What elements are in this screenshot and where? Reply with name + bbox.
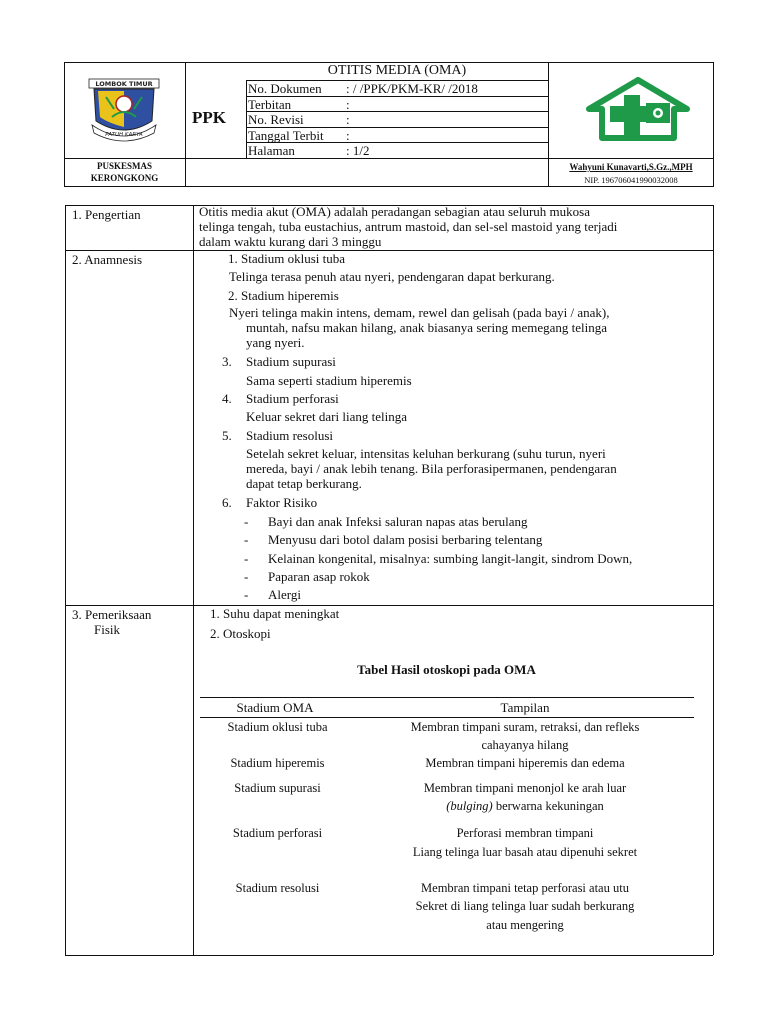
puskesmas-name-line2: KERONGKONG <box>90 173 159 183</box>
table-display-line: Sekret di liang telinga luar sudah berkurang <box>415 899 635 913</box>
table-stage: Stadium oklusi tuba <box>227 720 328 734</box>
puskesmas-logo <box>586 77 690 146</box>
anamnesis-line: Telinga terasa penuh atau nyeri, pendengaran dapat berkurang. <box>229 269 555 284</box>
risk-dash: - <box>244 514 249 529</box>
anamnesis-number: 3. <box>222 354 232 369</box>
signatory-name: Wahyuni Kunavarti,S.Gz.,MPH <box>569 162 693 172</box>
table-display-line-bulging <box>355 799 695 814</box>
risk-factor-item: Kelainan kongenital, misalnya: sumbing langit-langit, sindrom Down, <box>268 551 633 566</box>
signatory-nip: NIP. 196706041990032008 <box>584 175 678 185</box>
table-stage: Stadium hiperemis <box>230 756 325 770</box>
bulging-term: (bulging) <box>446 799 493 813</box>
section-label-anamnesis: 2. Anamnesis <box>72 252 143 267</box>
anamnesis-number: 6. <box>222 495 232 510</box>
header-row-value: : <box>346 112 350 127</box>
anamnesis-line: muntah, nafsu makan hilang, anak biasanya sering memegang telinga <box>246 320 607 335</box>
risk-factor-item: Menyusu dari botol dalam posisi berbaring telentang <box>268 532 543 547</box>
header-row-value: : <box>346 97 350 112</box>
anamnesis-line: Keluar sekret dari liang telinga <box>246 409 407 424</box>
section-label-fisik: Fisik <box>94 622 121 637</box>
risk-dash: - <box>244 587 249 602</box>
header-row-label: No. Revisi <box>248 112 304 127</box>
header-row-value: : 1/2 <box>346 143 370 158</box>
bulging-rest: berwarna kekuningan <box>495 799 604 813</box>
risk-dash: - <box>244 532 249 547</box>
anamnesis-line: 2. Stadium hiperemis <box>228 288 339 303</box>
anamnesis-line: 1. Stadium oklusi tuba <box>228 251 345 266</box>
anamnesis-line: dapat tetap berkurang. <box>246 476 362 491</box>
anamnesis-line: mereda, bayi / anak lebih tenang. Bila perforasipermanen, pendengaran <box>246 461 617 476</box>
risk-dash: - <box>244 569 249 584</box>
regency-logo <box>84 77 164 150</box>
pemeriksaan-item: 2. Otoskopi <box>210 626 271 641</box>
header-row-label: No. Dokumen <box>248 81 322 96</box>
table-display-line: atau mengering <box>486 918 564 932</box>
section-label-pemeriksaan: 3. Pemeriksaan <box>72 607 152 622</box>
risk-dash: - <box>244 551 249 566</box>
anamnesis-line: Setelah sekret keluar, intensitas keluhan berkurang (suhu turun, nyeri <box>246 446 606 461</box>
table-display-line: Membran timpani tetap perforasi atau utu <box>421 881 629 895</box>
table-display-line: Perforasi membran timpani <box>456 826 594 840</box>
header-row-value: : <box>346 128 350 143</box>
header-row-label: Terbitan <box>248 97 292 112</box>
risk-factor-item: Bayi dan anak Infeksi saluran napas atas berulang <box>268 514 528 529</box>
table-display-line: Membran timpani hiperemis dan edema <box>425 756 625 770</box>
risk-factor-item: Alergi <box>268 587 301 602</box>
section-label-pengertian: 1. Pengertian <box>72 207 141 222</box>
document-title: OTITIS MEDIA (OMA) <box>327 63 467 78</box>
pengertian-line: telinga tengah, tuba eustachius, antrum mastoid, dan sel-sel mastoid yang terjadi <box>199 219 618 234</box>
risk-factor-item: Paparan asap rokok <box>268 569 370 584</box>
anamnesis-line: Stadium resolusi <box>246 428 334 443</box>
anamnesis-line: Stadium perforasi <box>246 391 339 406</box>
anamnesis-line: Faktor Risiko <box>246 495 318 510</box>
anamnesis-line: Sama seperti stadium hiperemis <box>246 373 412 388</box>
table-stage: Stadium supurasi <box>234 781 321 795</box>
anamnesis-number: 5. <box>222 428 232 443</box>
table-stage: Stadium resolusi <box>235 881 320 895</box>
anamnesis-line: yang nyeri. <box>246 335 305 350</box>
table-stage: Stadium perforasi <box>232 826 323 840</box>
anamnesis-line: Stadium supurasi <box>246 354 336 369</box>
pemeriksaan-item: 1. Suhu dapat meningkat <box>210 606 340 621</box>
table-header: Stadium OMA <box>236 700 314 715</box>
ppk-label: PPK <box>192 108 226 127</box>
header-row-label: Tanggal Terbit <box>248 128 324 143</box>
table-header: Tampilan <box>500 700 550 715</box>
pengertian-line: Otitis media akut (OMA) adalah peradangan sebagian atau seluruh mukosa <box>199 204 590 219</box>
pengertian-line: dalam waktu kurang dari 3 minggu <box>199 234 382 249</box>
logo-motto-text: PATUH KARYA <box>105 132 143 138</box>
table-display-line: Liang telinga luar basah atau dipenuhi sekret <box>412 845 638 859</box>
otoscopy-table-title: Tabel Hasil otoskopi pada OMA <box>357 662 536 677</box>
header-row-label: Halaman <box>248 143 295 158</box>
anamnesis-line: Nyeri telinga makin intens, demam, rewel dan gelisah (pada bayi / anak), <box>229 305 610 320</box>
table-display-line: cahayanya hilang <box>481 738 569 752</box>
logo-top-text: LOMBOK TIMUR <box>95 80 153 88</box>
header-row-value: : / /PPK/PKM-KR/ /2018 <box>346 81 478 96</box>
puskesmas-name-line1: PUSKESMAS <box>96 161 152 171</box>
table-display-line: Membran timpani suram, retraksi, dan refleks <box>410 720 640 734</box>
table-display-line: Membran timpani menonjol ke arah luar <box>423 781 627 795</box>
anamnesis-number: 4. <box>222 391 232 406</box>
